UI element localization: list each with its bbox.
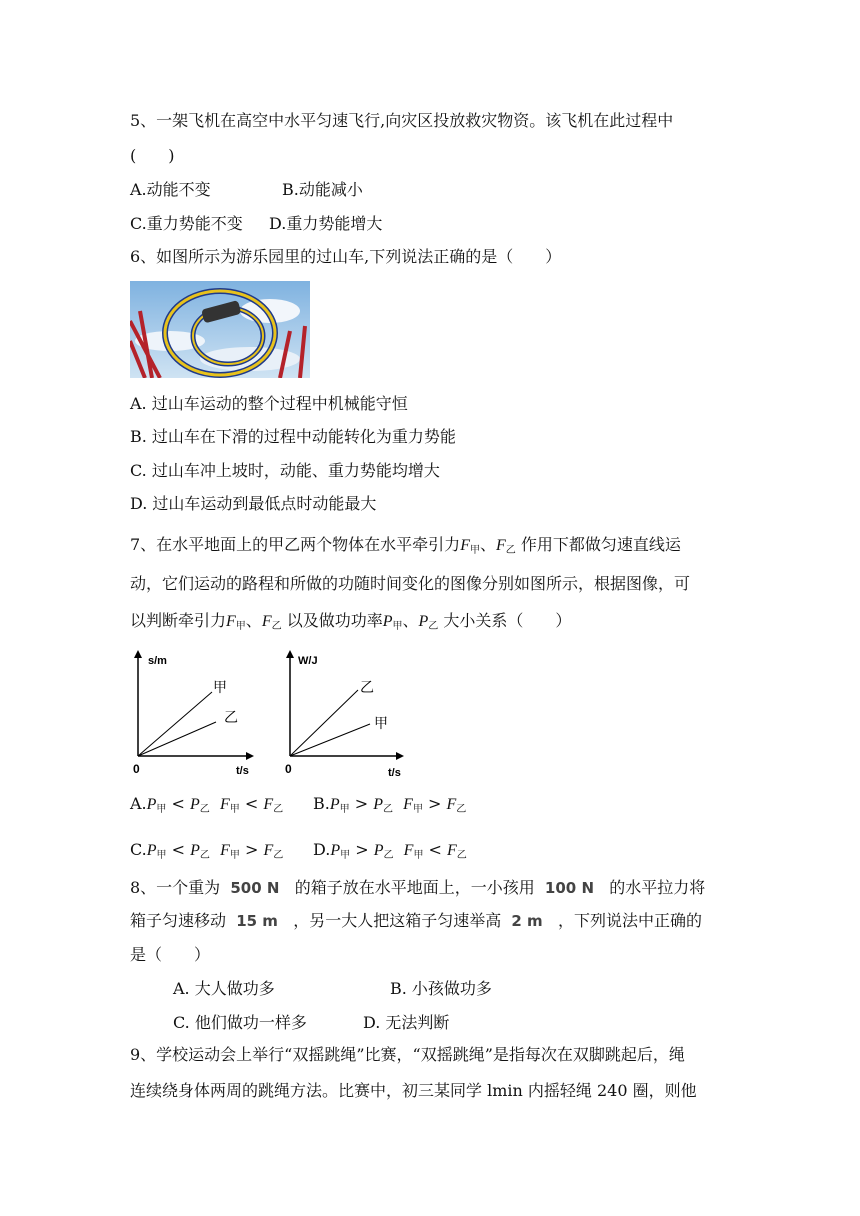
graph2-line-upper	[290, 690, 358, 756]
q8-line-3: 是（ ）	[130, 945, 211, 964]
graph-distance-time	[120, 648, 260, 778]
q5-option-c: C.重力势能不变	[130, 214, 243, 233]
graph1-line-lower	[138, 722, 216, 756]
q7-option-a: $A.P_甲 < P_乙$ $F_甲 < F_乙$	[130, 794, 284, 815]
q7-line-2: 动，它们运动的路程和所做的功随时间变化的图像分别如图所示，根据图像，可	[130, 574, 691, 593]
graph2-label-lower: 甲	[374, 716, 388, 732]
q5-stem: 5、一架飞机在高空中水平匀速飞行,向灾区投放救灾物资。该飞机在此过程中	[130, 111, 674, 130]
q8-option-d: D. 无法判断	[363, 1013, 450, 1032]
q6-option-c: C. 过山车冲上坡时，动能、重力势能均增大	[130, 461, 440, 480]
q9-line-1: 9、学校运动会上举行“双摇跳绳”比赛，“双摇跳绳”是指每次在双脚跳起后，绳	[130, 1045, 685, 1064]
graph2-line-lower	[290, 724, 370, 756]
q6-stem: 6、如图所示为游乐园里的过山车,下列说法正确的是（ ）	[130, 247, 562, 266]
q6-option-d: D. 过山车运动到最低点时动能最大	[130, 494, 377, 513]
q8-line-2: 箱子匀速移动 15 m ，另一大人把这箱子匀速举高 2 m ，下列说法中正确的	[130, 911, 702, 930]
q6-option-b: B. 过山车在下滑的过程中动能转化为重力势能	[130, 427, 456, 446]
graph2-xlabel: t/s	[388, 767, 401, 778]
q5-blank: ( )	[130, 146, 175, 165]
graph2-label-upper: 乙	[360, 680, 374, 696]
q5-option-a: A.动能不变	[130, 180, 211, 199]
graph1-y-arrow	[134, 650, 142, 658]
graph-work-time	[270, 648, 410, 778]
q6-option-a: A. 过山车运动的整个过程中机械能守恒	[130, 394, 408, 413]
graph2-x-arrow	[396, 752, 404, 760]
graph2-origin: 0	[285, 762, 292, 776]
q5-option-b: B.动能减小	[282, 180, 363, 199]
q8-distance: 15 m	[236, 912, 278, 930]
graph2-y-arrow	[286, 650, 294, 658]
roller-coaster-photo	[130, 281, 310, 378]
q7-line-1: 7、在水平地面上的甲乙两个物体在水平牵引力$F_甲$、$F_乙$ 作用下都做匀速直线运	[130, 535, 681, 556]
q8-line-1: 8、一个重为 500 N 的箱子放在水平地面上，一小孩用 100 N 的水平拉力将	[130, 878, 706, 897]
q8-option-a: A. 大人做功多	[173, 979, 275, 998]
graph1-origin: 0	[133, 762, 140, 776]
q7-option-b: $B.P_甲 > P_乙$ $F_甲 > F_乙$	[313, 794, 467, 815]
graph1-xlabel: t/s	[236, 765, 249, 777]
graph1-ylabel: s/m	[148, 655, 167, 667]
q8-weight: 500 N	[230, 879, 280, 897]
q8-height: 2 m	[511, 912, 543, 930]
q5-option-d: D.重力势能增大	[269, 214, 383, 233]
q8-option-c: C. 他们做功一样多	[173, 1013, 307, 1032]
graph1-x-arrow	[246, 752, 254, 760]
graph1-label-upper: 甲	[213, 680, 227, 696]
graph1-line-upper	[138, 692, 212, 756]
q7-option-d: $D.P_甲 > P_乙$ $F_甲 < F_乙$	[313, 840, 467, 861]
q9-line-2: 连续绕身体两周的跳绳方法。比赛中，初三某同学 lmin 内摇轻绳 240 圈，则他	[130, 1081, 697, 1100]
q7-option-c: $C.P_甲 < P_乙$ $F_甲 > F_乙$	[130, 840, 284, 861]
graph2-ylabel: W/J	[298, 655, 318, 667]
q8-option-b: B. 小孩做功多	[390, 979, 492, 998]
q7-line-3: 以判断牵引力$F_甲$、$F_乙$ 以及做功功率$P_甲$、$P_乙$ 大小关系（ ）	[130, 611, 572, 632]
q8-force: 100 N	[544, 879, 594, 897]
graph1-label-lower: 乙	[224, 710, 238, 726]
